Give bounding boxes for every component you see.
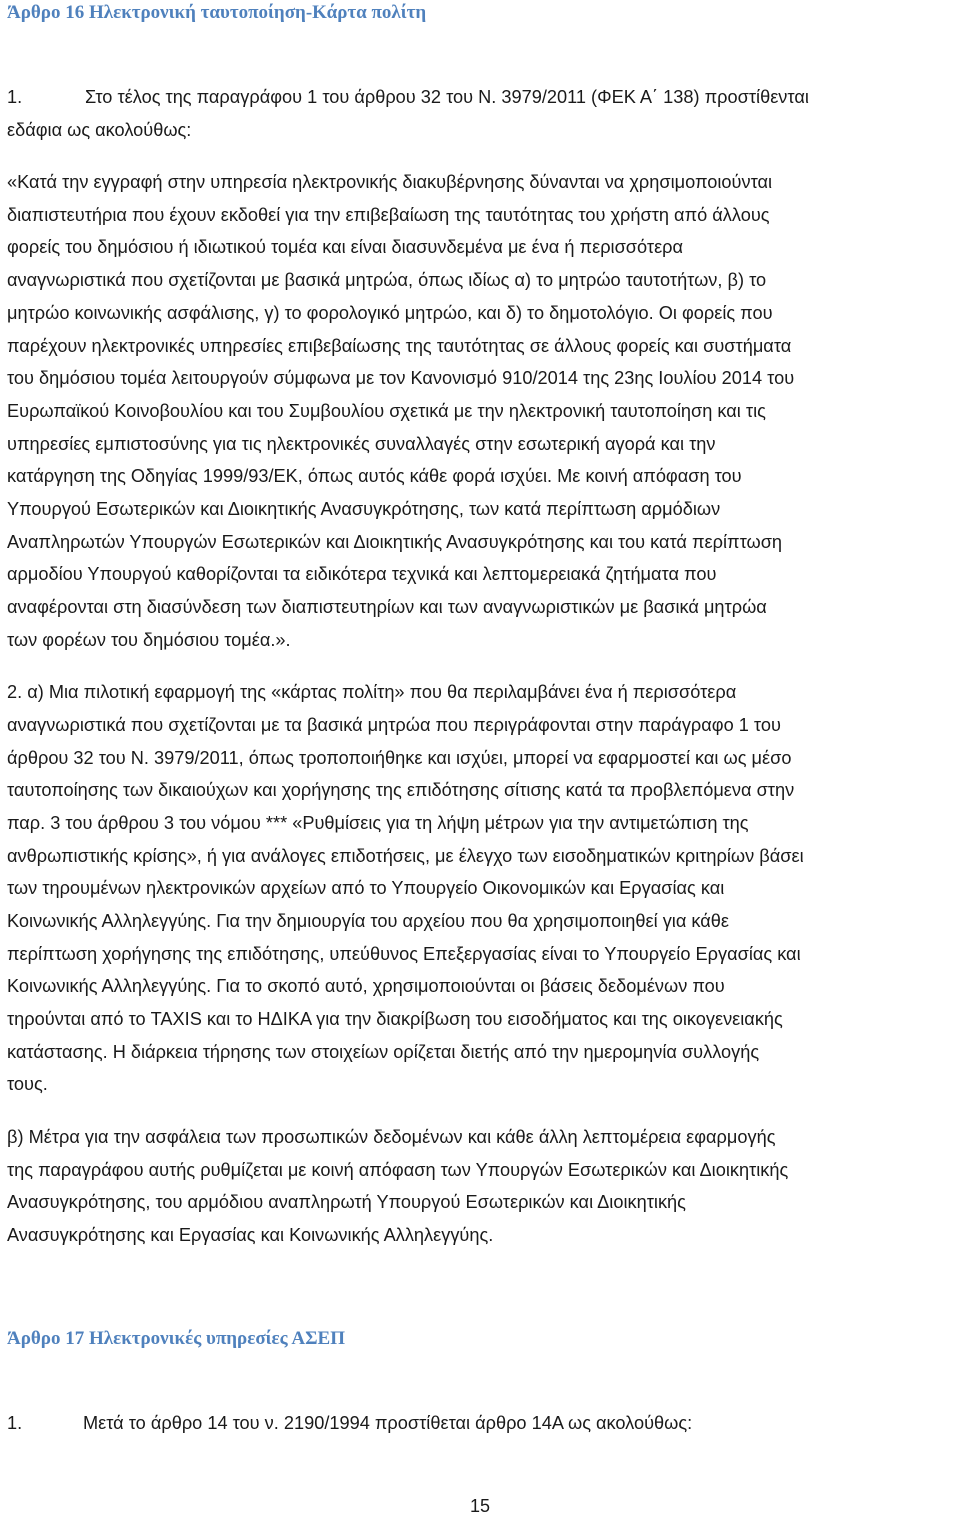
quote-line: Ευρωπαϊκού Κοινοβουλίου και του Συμβουλίου σχετικά με την ηλεκτρονική ταυτοποίηση και τις: [7, 401, 766, 421]
article-16-item-1-line: [7, 88, 809, 106]
item-2-line: αναγνωριστικά που σχετίζονται με τα βασικά μητρώα που περιγράφονται στην παράγραφο 1 του: [7, 715, 781, 735]
article-17-heading: Άρθρο 17 Ηλεκτρονικές υπηρεσίες ΑΣΕΠ: [7, 1328, 345, 1349]
article-16-item-1-line: εδάφια ως ακολούθως:: [7, 120, 192, 140]
quote-line: των φορέων του δημόσιου τομέα.».: [7, 630, 291, 650]
item-2-line: Κοινωνικής Αλληλεγγύης. Για το σκοπό αυτό, χρησιμοποιούνται οι βάσεις δεδομένων που: [7, 976, 725, 996]
item-number: 1.: [7, 87, 23, 107]
quote-line: Υπουργού Εσωτερικών και Διοικητικής Ανασυγκρότησης, των κατά περίπτωση αρμόδιων: [7, 499, 721, 519]
item-2b-line: β) Μέτρα για την ασφάλεια των προσωπικών δεδομένων και κάθε άλλη λεπτομέρεια εφαρμογής: [7, 1127, 776, 1147]
item-text: Μετά το άρθρο 14 του ν. 2190/1994 προστίθεται άρθρο 14Α ως ακολούθως:: [83, 1413, 693, 1433]
item-text: Στο τέλος της παραγράφου 1 του άρθρου 32 του Ν. 3979/2011 (ΦΕΚ Α΄ 138) προστίθενται: [85, 87, 809, 107]
item-2-line: άρθρου 32 του Ν. 3979/2011, όπως τροποποιήθηκε και ισχύει, μπορεί να εφαρμοστεί και ως μέσο: [7, 748, 792, 768]
quote-line: «Κατά την εγγραφή στην υπηρεσία ηλεκτρονικής διακυβέρνησης δύνανται να χρησιμοποιούνται: [7, 172, 773, 192]
item-2-line: ανθρωπιστικής κρίσης», ή για ανάλογες επιδοτήσεις, με έλεγχο των εισοδηματικών κριτηρίων βάσει: [7, 846, 804, 866]
item-2-line: Κοινωνικής Αλληλεγγύης. Για την δημιουργία του αρχείου που θα χρησιμοποιηθεί για κάθε: [7, 911, 730, 931]
item-2b-line: Ανασυγκρότησης και Εργασίας και Κοινωνικής Αλληλεγγύης.: [7, 1225, 494, 1245]
item-2-line: 2. α) Μια πιλοτική εφαρμογή της «κάρτας πολίτη» που θα περιλαμβάνει ένα ή περισσότερα: [7, 682, 737, 702]
item-2-line: παρ. 3 του άρθρου 3 του νόμου *** «Ρυθμίσεις για τη λήψη μέτρων για την αντιμετώπιση της: [7, 813, 749, 833]
item-2-line: περίπτωση χορήγησης της επιδότησης, υπεύθυνος Επεξεργασίας είναι το Υπουργείο Εργασίας και: [7, 944, 801, 964]
item-2-line: κατάστασης. Η διάρκεια τήρησης των στοιχείων ορίζεται διετής από την ημερομηνία συλλογής: [7, 1042, 760, 1062]
quote-line: μητρώο κοινωνικής ασφάλισης, γ) το φορολογικό μητρώο, και δ) το δημοτολόγιο. Οι φορείς που: [7, 303, 773, 323]
quote-line: διαπιστευτήρια που έχουν εκδοθεί για την επιβεβαίωση της ταυτότητας του χρήστη από άλλους: [7, 205, 770, 225]
item-2-line: τους.: [7, 1074, 48, 1094]
quote-line: φορείς του δημόσιου ή ιδιωτικού τομέα και είναι διασυνδεμένα με ένα ή περισσότερα: [7, 237, 684, 257]
item-2b-line: της παραγράφου αυτής ρυθμίζεται με κοινή απόφαση των Υπουργών Εσωτερικών και Διοικητικής: [7, 1160, 789, 1180]
item-2-line: τηρούνται από το TAXIS και το ΗΔΙΚΑ για την διακρίβωση του εισοδήματος και της οικογενειακής: [7, 1009, 783, 1029]
page-number: 15: [469, 1496, 491, 1516]
quote-line: Αναπληρωτών Υπουργών Εσωτερικών και Διοικητικής Ανασυγκρότησης και του κατά περίπτωση: [7, 532, 783, 552]
quote-line: αναφέρονται στη διασύνδεση των διαπιστευτηρίων και των αναγνωριστικών με βασικά μητρώα: [7, 597, 767, 617]
article-16-heading: Άρθρο 16 Ηλεκτρονική ταυτοποίηση-Κάρτα πολίτη: [7, 2, 427, 23]
quote-line: υπηρεσίες εμπιστοσύνης για τις ηλεκτρονικές συναλλαγές στην εσωτερική αγορά και την: [7, 434, 716, 454]
item-2b-line: Ανασυγκρότησης, του αρμόδιου αναπληρωτή Υπουργού Εσωτερικών και Διοικητικής: [7, 1192, 686, 1212]
item-2-line: ταυτοποίησης των δικαιούχων και χορήγησης της επιδότησης σίτισης κατά τα προβλεπόμενα στην: [7, 780, 795, 800]
quote-line: παρέχουν ηλεκτρονικές υπηρεσίες επιβεβαίωσης της ταυτότητας σε άλλους φορείς και συστήματα: [7, 336, 792, 356]
quote-line: αναγνωριστικά που σχετίζονται με βασικά μητρώα, όπως ιδίως α) το μητρώο ταυτοτήτων, β) το: [7, 270, 767, 290]
item-2-line: των τηρουμένων ηλεκτρονικών αρχείων από το Υπουργείο Οικονομικών και Εργασίας και: [7, 878, 725, 898]
article-17-item-1-line: [7, 1414, 692, 1432]
quote-line: κατάργηση της Οδηγίας 1999/93/ΕΚ, όπως αυτός κάθε φορά ισχύει. Με κοινή απόφαση του: [7, 466, 742, 486]
item-number: 1.: [7, 1413, 23, 1433]
quote-line: του δημόσιου τομέα λειτουργούν σύμφωνα με τον Κανονισμό 910/2014 της 23ης Ιουλίου 2014 του: [7, 368, 795, 388]
quote-line: αρμοδίου Υπουργού καθορίζονται τα ειδικότερα τεχνικά και λεπτομερειακά ζητήματα που: [7, 564, 717, 584]
